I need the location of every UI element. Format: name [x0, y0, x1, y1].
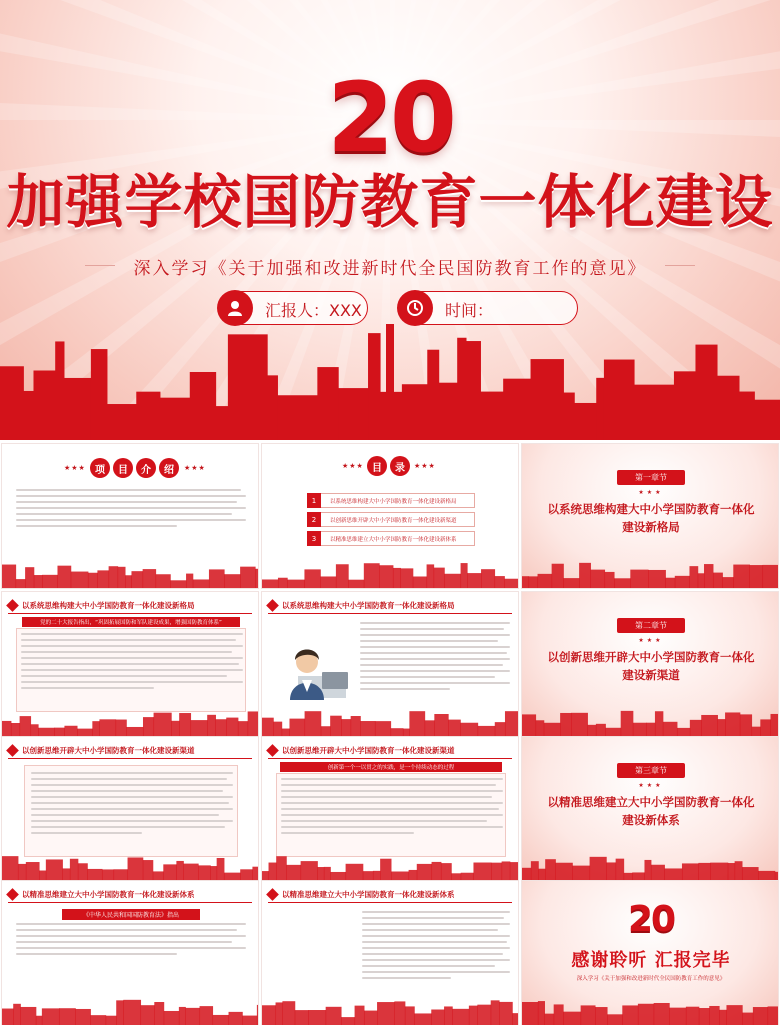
- reporter-label: 汇报人：XXX: [265, 301, 362, 320]
- chapter-stars: ★★★: [638, 782, 664, 789]
- skyline-footer: [2, 853, 259, 881]
- skyline-footer: [262, 560, 519, 588]
- header-rule: [268, 902, 512, 903]
- slide-content-5[interactable]: [1, 880, 259, 1025]
- highlight-box: 党的二十大报告指出，“巩固拓展国防和军队建设成果，增强国防教育体系”: [22, 617, 240, 627]
- highlight-box: 《中华人民共和国国防教育法》指出: [62, 909, 200, 920]
- ending-title: 感谢聆听 汇报完毕: [571, 950, 731, 971]
- ending-number-badge: 20: [627, 899, 675, 940]
- header-rule: [8, 758, 252, 759]
- body-text-block: [16, 489, 246, 531]
- slide-project-intro[interactable]: [1, 443, 259, 589]
- slide-content-2[interactable]: [261, 591, 519, 737]
- section-header-text: 以创新思维开辟大中小学国防教育一体化建设新渠道: [282, 745, 455, 755]
- toc-label: 以系统思维构建大中小学国防教育一体化建设新格局: [330, 499, 457, 505]
- time-label: 时间：: [445, 301, 494, 320]
- slide-content-4[interactable]: [261, 736, 519, 882]
- text-panel: [24, 765, 238, 857]
- section-header: [268, 598, 512, 612]
- slide-table-of-contents[interactable]: [261, 443, 519, 589]
- body-text-block: [360, 622, 510, 694]
- section-header-text: 以精准思维建立大中小学国防教育一体化建设新体系: [282, 889, 455, 899]
- diamond-icon: [266, 744, 279, 757]
- skyline-footer: [522, 708, 779, 736]
- toc-item[interactable]: [307, 531, 475, 546]
- skyline-footer: [262, 853, 519, 881]
- cover-slide: [0, 0, 780, 440]
- cover-number-badge: 20: [327, 62, 453, 174]
- toc-item[interactable]: [307, 512, 475, 527]
- body-text-block: [16, 923, 246, 959]
- section-header-text: 以系统思维构建大中小学国防教育一体化建设新格局: [282, 600, 455, 610]
- chapter-stars: ★★★: [638, 489, 664, 496]
- diamond-icon: [266, 888, 279, 901]
- chapter-stars: ★★★: [638, 637, 664, 644]
- skyline-footer: [2, 708, 259, 736]
- section-header: [268, 887, 512, 901]
- skyline-footer: [262, 708, 519, 736]
- chapter-tag: 第三章节: [617, 763, 685, 778]
- toc-char: 录: [390, 456, 410, 476]
- section-header: [8, 598, 252, 612]
- toc-item[interactable]: [307, 493, 475, 508]
- slide-content-6[interactable]: [261, 880, 519, 1025]
- skyline-footer: [262, 997, 519, 1025]
- section-header: [8, 887, 252, 901]
- chapter-tag: 第一章节: [617, 470, 685, 485]
- cover-title: 加强学校国防教育一体化建设: [6, 168, 774, 236]
- body-text-block: [362, 911, 510, 983]
- chapter-title: 以精准思维建立大中小学国防教育一体化建设新体系: [547, 795, 755, 827]
- skyline-footer: [522, 853, 779, 881]
- cover-subtitle: 深入学习《关于加强和改进新时代全民国防教育工作的意见》: [133, 259, 647, 279]
- diamond-icon: [6, 599, 19, 612]
- text-panel: [16, 628, 246, 712]
- intro-char: 项: [90, 458, 110, 478]
- toc-heading: [367, 456, 410, 476]
- slide-chapter-1[interactable]: [521, 443, 779, 589]
- toc-char: 目: [367, 456, 387, 476]
- section-header-text: 以精准思维建立大中小学国防教育一体化建设新体系: [22, 889, 195, 899]
- diamond-icon: [6, 744, 19, 757]
- header-rule: [8, 902, 252, 903]
- slide-content-3[interactable]: [1, 736, 259, 882]
- highlight-box: 创新第一个一以贯之的实践，是一个持续动态的过程: [280, 762, 502, 772]
- presenter-illustration: [272, 622, 352, 702]
- toc-number: 3: [307, 531, 321, 546]
- chapter-title: 以系统思维构建大中小学国防教育一体化建设新格局: [547, 502, 755, 534]
- city-skyline-decoration: [0, 320, 780, 440]
- chapter-tag: 第二章节: [617, 618, 685, 633]
- stars-left: ★★★: [64, 464, 86, 472]
- stars-right: ★★★: [414, 462, 436, 470]
- slide-content-1[interactable]: [1, 591, 259, 737]
- slide-chapter-3[interactable]: [521, 736, 779, 882]
- stars-left: ★★★: [342, 462, 364, 470]
- slide-ending[interactable]: [521, 880, 779, 1025]
- diamond-icon: [266, 599, 279, 612]
- toc-label: 以精准思维建立大中小学国防教育一体化建设新体系: [330, 537, 457, 543]
- header-rule: [268, 613, 512, 614]
- subtitle-rule-right: [665, 265, 695, 266]
- intro-char: 目: [113, 458, 133, 478]
- toc-label: 以创新思维开辟大中小学国防教育一体化建设新渠道: [330, 518, 457, 524]
- text-panel: [276, 773, 506, 857]
- skyline-footer: [522, 997, 779, 1025]
- section-header: [268, 743, 512, 757]
- skyline-footer: [522, 560, 779, 588]
- stars-right: ★★★: [184, 464, 206, 472]
- ending-subtitle: 深入学习《关于加强和改进新时代全民国防教育工作的意见》: [576, 976, 726, 982]
- intro-char: 介: [136, 458, 156, 478]
- section-header-text: 以系统思维构建大中小学国防教育一体化建设新格局: [22, 600, 195, 610]
- section-header: [8, 743, 252, 757]
- intro-char: 绍: [159, 458, 179, 478]
- diamond-icon: [6, 888, 19, 901]
- section-header-text: 以创新思维开辟大中小学国防教育一体化建设新渠道: [22, 745, 195, 755]
- intro-heading: [90, 458, 179, 478]
- chapter-title: 以创新思维开辟大中小学国防教育一体化建设新渠道: [547, 650, 755, 682]
- header-rule: [268, 758, 512, 759]
- skyline-footer: [2, 560, 259, 588]
- skyline-footer: [2, 997, 259, 1025]
- toc-number: 1: [307, 493, 321, 508]
- header-rule: [8, 613, 252, 614]
- toc-number: 2: [307, 512, 321, 527]
- slide-chapter-2[interactable]: [521, 591, 779, 737]
